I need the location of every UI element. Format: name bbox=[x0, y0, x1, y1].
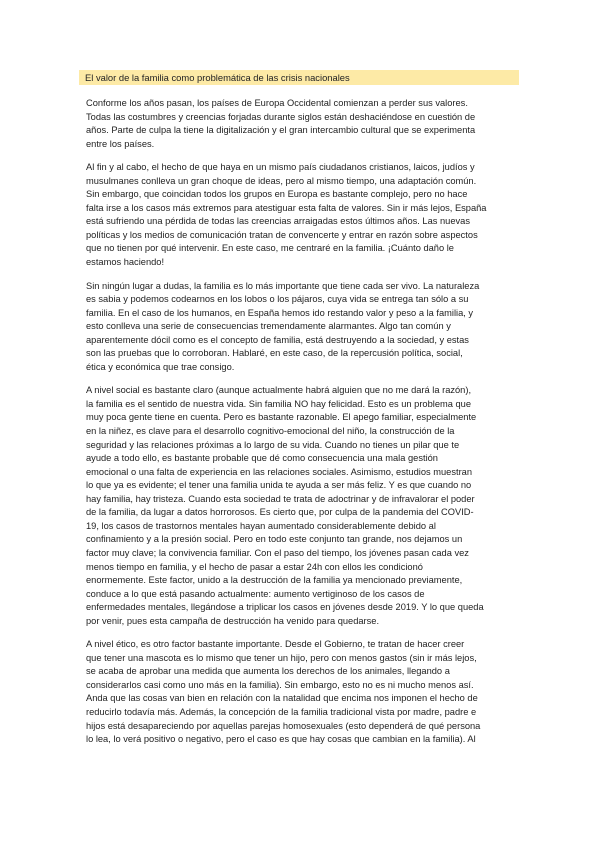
paragraph bbox=[86, 161, 520, 269]
text-line: ética y económica que trae consigo. bbox=[86, 361, 235, 372]
text-line: conduce a lo que está pasando actualmente: aumento vertiginoso de los casos de bbox=[86, 588, 425, 599]
text-line: por venir, pues esta campaña de destrucción ha venido para quedarse. bbox=[86, 615, 380, 626]
text-line: aparentemente dócil como es el concepto de familia, está destruyendo a la sociedad, y estas bbox=[86, 334, 469, 345]
document-body bbox=[86, 97, 520, 757]
text-line: es sabia y podemos codearnos en los lobos o los pájaros, cuya vida se entrega tan sólo a su bbox=[86, 294, 469, 305]
text-line: la familia es el sentido de nuestra vida. Sin familia NO hay felicidad. Esto es un problema que bbox=[86, 398, 471, 409]
text-line: entre los países. bbox=[86, 138, 155, 149]
text-line: A nivel social es bastante claro (aunque actualmente habrá alguien que no me dará la razón), bbox=[86, 385, 472, 396]
text-line: Al fin y al cabo, el hecho de que haya en un mismo país ciudadanos cristianos, laicos, judíos y bbox=[86, 162, 475, 173]
text-line: falta irse a los casos más extremos para atestiguar esta falta de valores. Sin ir más lejos, España bbox=[86, 202, 487, 213]
text-line: que tener una mascota es lo mismo que tener un hijo, pero con menos gastos (sin ir más lejos, bbox=[86, 652, 477, 663]
text-line: Sin ningún lugar a dudas, la familia es lo más importante que tiene cada ser vivo. La naturaleza bbox=[86, 280, 480, 291]
paragraph bbox=[86, 280, 520, 375]
paragraph bbox=[86, 384, 520, 628]
text-line: considerarlos casi como uno más en la familia). Sin embargo, esto no es ni mucho menos así. bbox=[86, 679, 474, 690]
text-line: familia. En el caso de los humanos, en España hemos ido restando valor y peso a la familia, y bbox=[86, 307, 474, 318]
text-line: está sufriendo una pérdida de todas las creencias arraigadas estos últimos años. Las nuevas bbox=[86, 216, 470, 227]
text-line: años. Parte de culpa la tiene la digitalización y el gran intercambio cultural que se experimenta bbox=[86, 125, 476, 136]
text-line: Todas las costumbres y creencias forjadas durante siglos están deshaciéndose en cuestión de bbox=[86, 111, 476, 122]
text-line: reducirlo todavía más. Además, la concepción de la familia tradicional vista por madre, padre e bbox=[86, 706, 477, 717]
text-line: estamos haciendo! bbox=[86, 257, 165, 268]
text-line: confinamiento y a la presión social. Pero en todo este conjunto tan grande, nos dejamos un bbox=[86, 534, 463, 545]
text-line: que no tienen por qué intervenir. En este caso, me centraré en la familia. ¡Cuánto daño le bbox=[86, 243, 454, 254]
text-line: 19, los casos de trastornos mentales hayan aumentado considerablemente debido al bbox=[86, 520, 436, 531]
text-line: enormemente. Este factor, unido a la destrucción de la familia ya mencionado previamente, bbox=[86, 575, 463, 586]
text-line: esto conlleva una serie de consecuencias tremendamente alarmantes. Algo tan común y bbox=[86, 321, 451, 332]
text-line: ayude a todo ello, es bastante probable que dé como consecuencia una mala gestión bbox=[86, 453, 438, 464]
text-line: lo que ya es evidente; el tener una familia unida te ayuda a ser más feliz. Y es que cuando no bbox=[86, 480, 472, 491]
text-line: Conforme los años pasan, los países de Europa Occidental comienzan a perder sus valores. bbox=[86, 98, 468, 108]
text-line: hay familia, hay tristeza. Cuando esta sociedad te trata de adoctrinar y de infravalorar el poder bbox=[86, 493, 475, 504]
text-line: políticas y los medios de comunicación tratan de convencerte y entrar en razón sobre aspectos bbox=[86, 229, 478, 240]
text-line: muy poca gente tiene en cuenta. Pero es bastante razonable. El apego familiar, especialmente bbox=[86, 412, 477, 423]
text-line: de la familia, da lugar a datos horrorosos. Es cierto que, por culpa de la pandemia del COVID- bbox=[86, 507, 474, 518]
paragraph bbox=[86, 638, 520, 746]
text-line: factor muy clave; la convivencia familiar. Con el paso del tiempo, los jóvenes pasan cada vez bbox=[86, 547, 469, 558]
text-line: son las pruebas que lo corroboran. Hablaré, en este caso, de la repercusión política, social, bbox=[86, 348, 463, 359]
text-line: Sin embargo, que coincidan todos los grupos en Europa es bastante complejo, pero no hace bbox=[86, 189, 468, 200]
text-line: musulmanes conlleva un gran choque de ideas, pero al mismo tiempo, una adaptación común. bbox=[86, 175, 477, 186]
text-line: en la niñez, es clave para el desarrollo cognitivo-emocional del niño, la construcción de la bbox=[86, 426, 455, 437]
text-line: seguridad y las relaciones próximas a lo largo de su vida. Cuando no tienes un pilar que te bbox=[86, 439, 460, 450]
text-line: menos tiempo en familia, y el hecho de pasar a estar 24h con ellos les condicionó bbox=[86, 561, 423, 572]
text-line: hijos está desapareciendo por aquellas parejas homosexuales (esto dependerá de qué persona bbox=[86, 720, 481, 731]
text-line: A nivel ético, es otro factor bastante importante. Desde el Gobierno, te tratan de hacer creer bbox=[86, 639, 465, 650]
text-line: Anda que las cosas van bien en relación con la natalidad que encima nos imponen el hecho de bbox=[86, 693, 478, 704]
document-heading: El valor de la familia como problemática de las crisis nacionales bbox=[79, 70, 519, 85]
text-line: emocional o una falta de experiencia en las relaciones sociales. Asimismo, estudios muestran bbox=[86, 466, 473, 477]
paragraph bbox=[86, 97, 520, 151]
text-line: enfermedades mentales, llegándose a triplicar los casos en jóvenes desde 2019. Y lo que queda bbox=[86, 602, 484, 613]
text-line: lo lea, lo verá positivo o negativo, pero el caso es que hay cosas que cambian en la familia). Al bbox=[86, 734, 476, 745]
text-line: se acaba de aprobar una medida que aumenta los derechos de los animales, llegando a bbox=[86, 666, 450, 677]
